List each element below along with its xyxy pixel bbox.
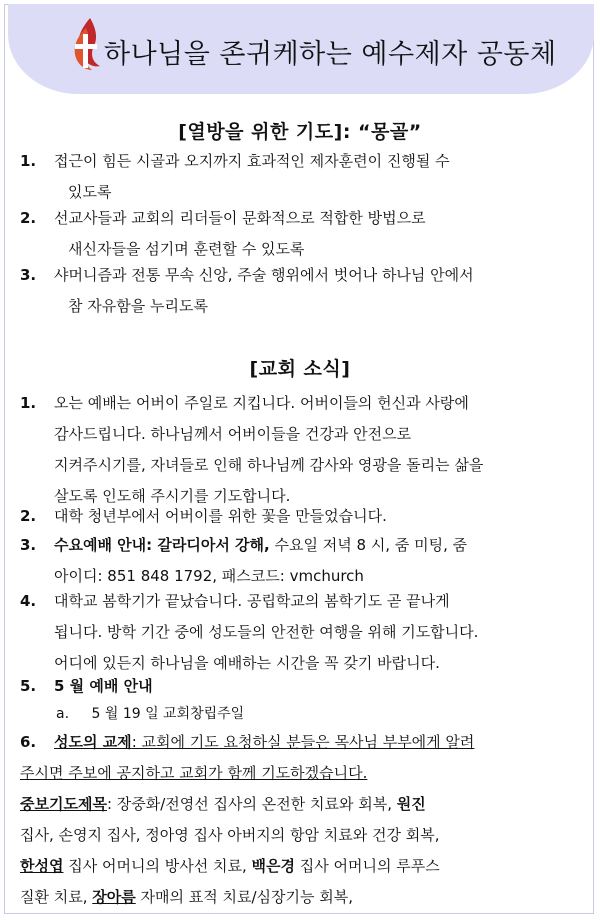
prayer-item-text: 참 자유함을 누리도록 (68, 297, 208, 315)
church-flame-cross-icon (70, 16, 106, 72)
news-item-text: 질환 치료, (20, 888, 93, 906)
prayer-name: 원진 (396, 795, 426, 813)
prayer-item-text: 접근이 힘든 시골과 오지까지 효과적인 제자훈련이 진행될 수 (54, 152, 450, 170)
news-item (20, 671, 585, 702)
item-number: 2. (20, 507, 37, 525)
news-item-text: 대학 청년부에서 어버이를 위한 꽃을 만들었습니다. (54, 507, 387, 525)
news-item-text: 수요일 저녁 8 시, 줌 미팅, 줌 (269, 536, 468, 554)
prayer-name: 백은경 (251, 857, 295, 875)
zoom-meeting-info: 아이디: 851 848 1792, 패스코드: vmchurch (54, 567, 364, 585)
item-number: 3. (20, 266, 37, 284)
news-item-text: : 교회에 기도 요청하실 분들은 목사님 부부에게 알려 (131, 733, 475, 751)
sub-list-item (56, 699, 244, 730)
prayer-item (20, 203, 585, 265)
intercessory-prayer-label: 중보기도제목 (20, 795, 107, 813)
news-item (20, 388, 585, 512)
may-service-title: 5 월 예배 안내 (54, 677, 153, 695)
sub-marker: a. (56, 706, 70, 722)
prayer-item-text: 있도록 (68, 183, 112, 201)
item-number: 5. (20, 677, 37, 695)
prayer-item-text: 선교사들과 교회의 리더들이 문화적으로 적합한 방법으로 (54, 209, 426, 227)
news-item-text: 집사 어머니의 방사선 치료, (63, 857, 252, 875)
news-item (20, 727, 585, 913)
news-item-text: 됩니다. 방학 기간 중에 성도들의 안전한 여행을 위해 기도합니다. (54, 623, 479, 641)
news-item (20, 530, 585, 592)
news-item-text: 오는 예배는 어버이 주일로 지킵니다. 어버이들의 헌신과 사랑에 (54, 394, 469, 412)
prayer-item-text: 새신자들을 섬기며 훈련할 수 있도록 (68, 240, 305, 258)
item-number: 1. (20, 152, 37, 170)
prayer-item-text: 샤머니즘과 전통 무속 신앙, 주술 행위에서 벗어나 하나님 안에서 (54, 266, 474, 284)
news-item-text: 주시면 주보에 공지하고 교회가 함께 기도하겠습니다. (20, 764, 368, 782)
news-item-text: : 장중화/전영선 집사의 온전한 치료와 회복, (106, 795, 397, 813)
prayer-name: 장아름 (92, 888, 136, 906)
news-item-text: 집사, 손영지 집사, 정아영 집사 아버지의 항암 치료와 건강 회복, (20, 826, 440, 844)
prayer-name: 한성엽 (20, 857, 64, 875)
item-number: 1. (20, 394, 37, 412)
item-number: 6. (20, 733, 37, 751)
news-item-text: 살도록 인도해 주시기를 기도합니다. (54, 487, 291, 505)
news-item-text: 어디에 있든지 하나님을 예배하는 시간을 꼭 갖기 바랍니다. (54, 654, 440, 672)
header-title: 하나님을 존귀케하는 예수제자 공동체 (104, 39, 557, 70)
prayer-item (20, 146, 585, 208)
news-item (20, 501, 585, 532)
item-number: 2. (20, 209, 37, 227)
prayer-section-title: [열방을 위한 기도]: “몽골” (178, 121, 422, 143)
sub-item-text: 5 월 19 일 교회창립주일 (91, 706, 245, 722)
news-item-text: 지켜주시기를, 자녀들로 인해 하나님께 감사와 영광을 돌리는 삶을 (54, 456, 484, 474)
news-item-text: 대학교 봄학기가 끝났습니다. 공립학교의 봄학기도 곧 끝나게 (54, 592, 450, 610)
item-number: 3. (20, 536, 37, 554)
prayer-item (20, 260, 585, 322)
news-item-text: 자매의 표적 치료/심장기능 회복, (135, 888, 354, 906)
news-item-text: 감사드립니다. 하나님께서 어버이들을 건강과 안전으로 (54, 425, 412, 443)
news-section-title: [교회 소식] (249, 358, 351, 380)
news-item-text: 집사 어머니의 루푸스 (294, 857, 440, 875)
fellowship-label: 성도의 교제 (54, 733, 132, 751)
item-number: 4. (20, 592, 37, 610)
wednesday-service-label: 수요예배 안내: 갈라디아서 강해, (54, 536, 270, 554)
header-banner (8, 4, 594, 94)
news-item (20, 586, 585, 679)
